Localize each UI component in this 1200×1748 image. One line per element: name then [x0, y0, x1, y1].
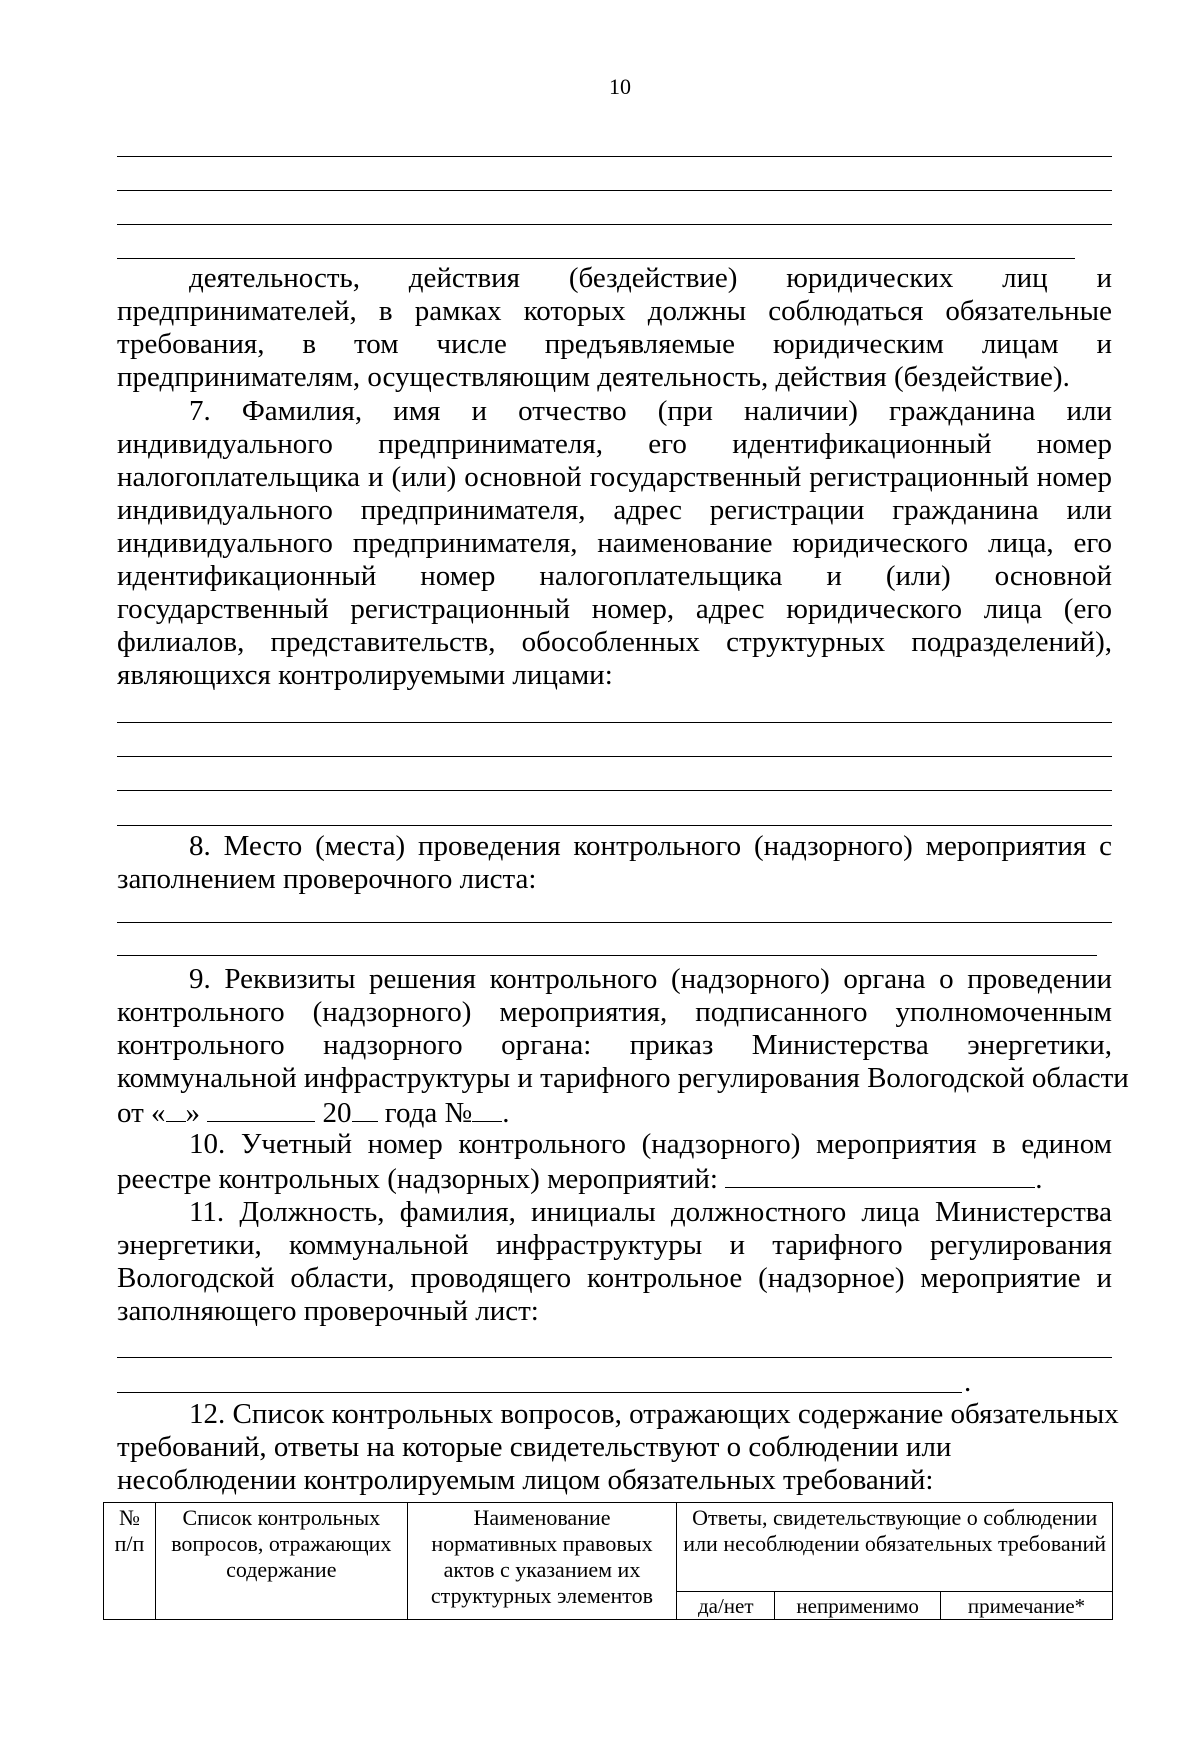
item-11-end: . — [964, 1366, 972, 1398]
item-9-date-line — [117, 1095, 1112, 1130]
item-7-line: 7. Фамилия, имя и отчество (при наличии) гражданина или — [189, 395, 1112, 427]
header-legal-acts: Наименование нормативных правовых актов с указанием их структурных элементов — [407, 1503, 677, 1620]
item-12-line: 12. Список контрольных вопросов, отражающих содержание обязательных — [189, 1398, 1119, 1430]
paragraph-line: требования, в том числе предъявляемые юридическим лицам и — [117, 328, 1112, 360]
item-10-line: 10. Учетный номер контрольного (надзорного) мероприятия в едином — [189, 1128, 1112, 1160]
blank-line — [117, 922, 1112, 923]
date-prefix: от « — [117, 1097, 166, 1129]
blank-line — [117, 722, 1112, 723]
blank-line — [117, 825, 1112, 826]
item-7-line: налогоплательщика и (или) основной государственный регистрационный номер — [117, 461, 1112, 493]
day-field[interactable] — [166, 1095, 186, 1122]
header-note: примечание* — [941, 1592, 1113, 1620]
registry-number-field[interactable] — [725, 1161, 1035, 1188]
item-7-line: индивидуального предпринимателя, его идентификационный номер — [117, 428, 1112, 460]
month-field[interactable] — [207, 1095, 315, 1122]
date-end: . — [502, 1097, 510, 1129]
item-7-line: филиалов, представительств, обособленных структурных подразделений), — [117, 626, 1112, 658]
page-number: 10 — [609, 74, 631, 99]
blank-line — [117, 190, 1112, 191]
item-7-line: являющихся контролируемыми лицами: — [117, 659, 613, 691]
item-9-line: коммунальной инфраструктуры и тарифного регулирования Вологодской области — [117, 1062, 1129, 1094]
item-9-line: 9. Реквизиты решения контрольного (надзорного) органа о проведении — [189, 963, 1112, 995]
header-questions: Список контрольных вопросов, отражающих содержание — [155, 1503, 407, 1620]
blank-line — [117, 224, 1112, 225]
blank-line — [117, 1357, 1112, 1358]
item-10-line — [117, 1161, 1112, 1196]
item-7-line: индивидуального предпринимателя, адрес регистрации гражданина или — [117, 494, 1112, 526]
paragraph-line: деятельность, действия (бездействие) юридических лиц и — [189, 262, 1112, 294]
item-11-line: заполняющего проверочный лист: — [117, 1295, 539, 1327]
year-prefix: 20 — [322, 1097, 352, 1129]
item-7-line: государственный регистрационный номер, адрес юридического лица (его — [117, 593, 1112, 625]
blank-line — [117, 955, 1097, 956]
order-number-field[interactable] — [472, 1095, 502, 1122]
item-9-line: контрольного (надзорного) мероприятия, подписанного уполномоченным — [117, 996, 1112, 1028]
year-field[interactable] — [352, 1095, 378, 1122]
registry-label: реестре контрольных (надзорных) мероприятий: — [117, 1163, 718, 1195]
item-8-line: 8. Место (места) проведения контрольного (надзорного) мероприятия с — [189, 830, 1112, 862]
item-8-line: заполнением проверочного листа: — [117, 863, 537, 895]
item-7-line: индивидуального предпринимателя, наименование юридического лица, его — [117, 527, 1112, 559]
blank-line — [117, 156, 1112, 157]
blank-line — [117, 790, 1112, 791]
header-number: № п/п — [104, 1503, 156, 1620]
item-9-line: контрольного надзорного органа: приказ Министерства энергетики, — [117, 1029, 1112, 1061]
registry-end: . — [1035, 1163, 1043, 1195]
blank-line — [117, 1392, 962, 1393]
paragraph-line: предпринимателей, в рамках которых должны соблюдаться обязательные — [117, 295, 1112, 327]
paragraph-line: предпринимателям, осуществляющим деятельность, действия (бездействие). — [117, 361, 1070, 393]
header-answers: Ответы, свидетельствующие о соблюдении или несоблюдении обязательных требований — [677, 1503, 1113, 1592]
order-label: года № — [384, 1097, 473, 1129]
table-header-row — [104, 1503, 1113, 1592]
item-12-line: несоблюдении контролируемым лицом обязательных требований: — [117, 1464, 934, 1496]
item-7-line: идентификационный номер налогоплательщика и (или) основной — [117, 560, 1112, 592]
date-mid: » — [185, 1097, 201, 1129]
header-yes-no: да/нет — [677, 1592, 775, 1620]
header-not-applicable: неприменимо — [775, 1592, 941, 1620]
item-11-line: энергетики, коммунальной инфраструктуры и тарифного регулирования — [117, 1229, 1112, 1261]
blank-line — [117, 258, 1075, 259]
item-12-line: требований, ответы на которые свидетельствуют о соблюдении или — [117, 1431, 952, 1463]
blank-line — [117, 756, 1112, 757]
checklist-table — [103, 1502, 1113, 1620]
item-11-line: 11. Должность, фамилия, инициалы должностного лица Министерства — [189, 1196, 1112, 1228]
item-11-line: Вологодской области, проводящего контрольное (надзорное) мероприятие и — [117, 1262, 1112, 1294]
